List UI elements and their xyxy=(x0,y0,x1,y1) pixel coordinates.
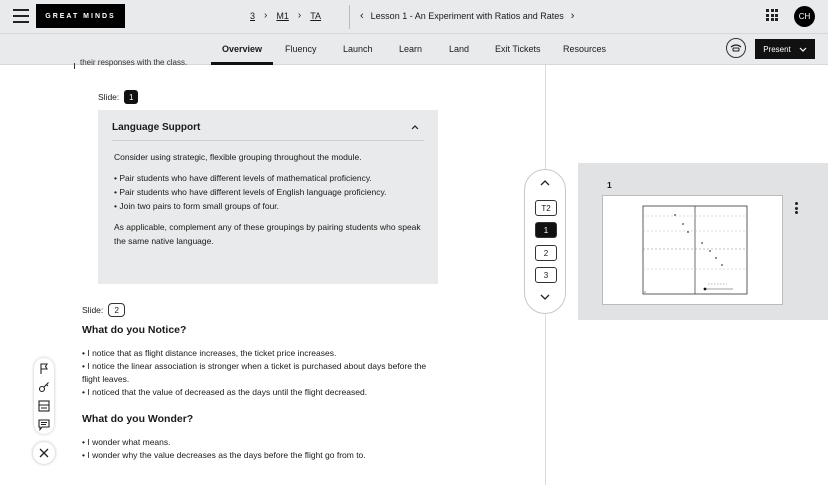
chevron-down-icon xyxy=(799,47,807,52)
close-icon xyxy=(39,448,49,458)
slide-preview-panel xyxy=(578,163,828,320)
language-support-list xyxy=(114,171,424,213)
chevron-right-icon: › xyxy=(264,10,268,21)
divider xyxy=(112,140,424,141)
tab-resources[interactable]: Resources xyxy=(563,44,607,54)
language-support-panel xyxy=(98,110,438,284)
breadcrumb-topic[interactable]: TA xyxy=(310,10,322,21)
cutoff-text: their responses with the class. xyxy=(80,58,188,67)
slide-navigator xyxy=(524,169,566,314)
great-minds-logo[interactable]: GREAT MINDS xyxy=(36,4,125,28)
list-item: • I notice that as flight distance increases, the ticket price increases. xyxy=(82,347,442,360)
cast-icon xyxy=(730,43,742,53)
slide-1-badge[interactable]: 1 xyxy=(124,90,138,104)
wonder-heading: What do you Wonder? xyxy=(82,413,194,425)
slide-label-text: Slide: xyxy=(98,92,120,102)
cast-button[interactable] xyxy=(726,38,746,58)
language-support-closing: As applicable, complement any of these groupings by pairing students who speak the same native language. xyxy=(114,222,421,246)
breadcrumb-grade[interactable]: 3 xyxy=(250,10,256,21)
key-icon[interactable] xyxy=(38,381,50,393)
present-button[interactable] xyxy=(755,39,815,59)
list-item: • I noticed that the value of decreased as the days until the flight decreased. xyxy=(82,386,442,399)
close-toolbar-button[interactable] xyxy=(33,442,55,464)
present-label: Present xyxy=(763,44,791,54)
apps-grid-icon[interactable] xyxy=(766,9,778,21)
nav-slide-1[interactable]: 1 xyxy=(535,222,557,238)
nav-slide-t2[interactable]: T2 xyxy=(535,200,557,216)
notice-list xyxy=(82,347,442,399)
scatter-plot-thumbnail xyxy=(603,196,782,304)
list-item: • Pair students who have different levels of English language proficiency. xyxy=(114,185,424,199)
menu-icon[interactable] xyxy=(13,9,29,23)
chevron-right-icon: › xyxy=(297,10,302,21)
chevron-up-icon[interactable] xyxy=(411,122,419,132)
list-item: • Join two pairs to form small groups of four. xyxy=(114,199,424,213)
preview-slide-number: 1 xyxy=(607,180,612,190)
slide-2-label xyxy=(82,303,125,317)
list-item: • I notice the linear association is stronger when a ticket is purchased about days before the flight leaves. xyxy=(82,360,442,386)
lesson-title: Lesson 1 - An Experiment with Ratios and Rates xyxy=(370,11,564,21)
breadcrumb xyxy=(250,10,321,21)
tab-fluency[interactable]: Fluency xyxy=(285,44,317,54)
text-bar xyxy=(74,63,75,69)
lesson-selector xyxy=(360,10,574,22)
wonder-list xyxy=(82,436,442,462)
notes-icon[interactable] xyxy=(38,400,50,412)
top-bar xyxy=(0,0,828,34)
language-support-intro: Consider using strategic, flexible grouping throughout the module. xyxy=(114,152,362,162)
breadcrumb-module[interactable]: M1 xyxy=(276,10,289,21)
nav-slide-2[interactable]: 2 xyxy=(535,245,557,261)
avatar[interactable]: CH xyxy=(794,6,815,27)
list-item: • Pair students who have different levels of mathematical proficiency. xyxy=(114,171,424,185)
language-support-body xyxy=(114,150,424,255)
notice-heading: What do you Notice? xyxy=(82,324,187,336)
slide-thumbnail[interactable] xyxy=(602,195,783,305)
comment-icon[interactable] xyxy=(38,419,50,431)
tab-exit-tickets[interactable]: Exit Tickets xyxy=(495,44,541,54)
tab-overview[interactable]: Overview xyxy=(222,44,263,54)
language-support-heading: Language Support xyxy=(112,122,201,133)
list-item: • I wonder what means. xyxy=(82,436,442,449)
slide-2-badge[interactable]: 2 xyxy=(108,303,125,317)
list-item: • I wonder why the value decreases as the days before the flight go from to. xyxy=(82,449,442,462)
nav-slide-3[interactable]: 3 xyxy=(535,267,557,283)
flag-icon[interactable] xyxy=(38,363,50,375)
header-divider xyxy=(349,5,350,29)
tab-land[interactable]: Land xyxy=(449,44,470,54)
lesson-content xyxy=(0,58,545,485)
chevron-up-icon[interactable] xyxy=(540,178,550,188)
next-lesson-icon[interactable]: › xyxy=(570,10,575,22)
previous-lesson-icon[interactable]: ‹ xyxy=(360,10,364,22)
slide-1-label xyxy=(98,90,138,104)
tab-launch[interactable]: Launch xyxy=(343,44,373,54)
annotation-toolbar xyxy=(34,358,54,434)
chevron-down-icon[interactable] xyxy=(540,292,550,302)
tab-learn[interactable]: Learn xyxy=(399,44,423,54)
more-options-icon[interactable] xyxy=(795,202,799,214)
slide-label-text: Slide: xyxy=(82,305,104,315)
